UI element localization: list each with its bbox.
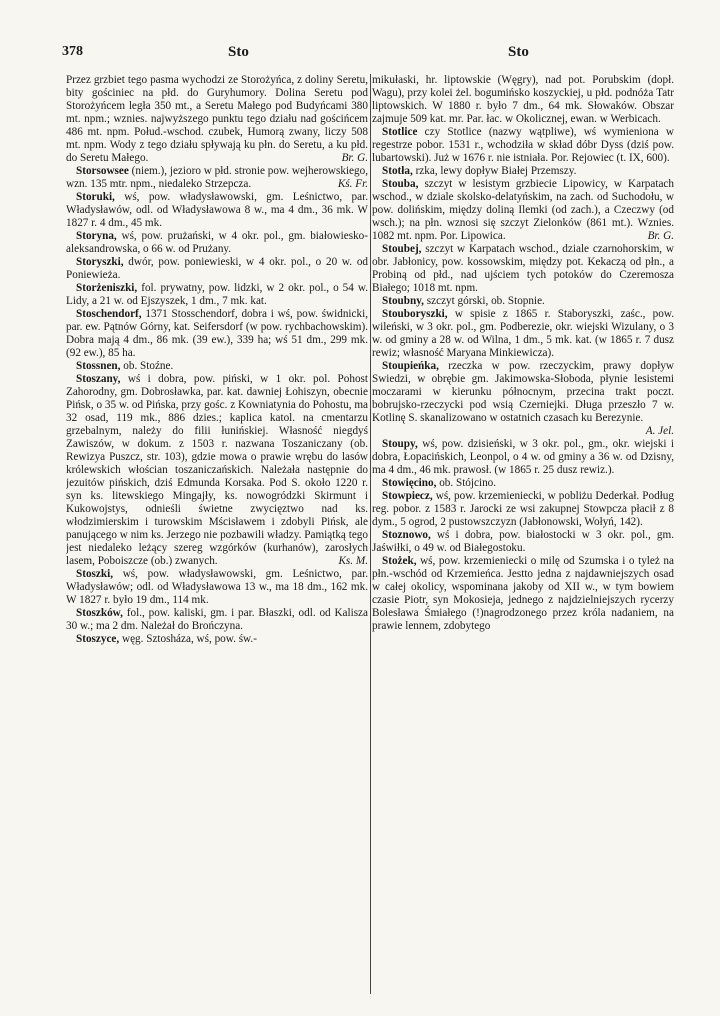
entry-headword: Stoupy, xyxy=(382,438,418,450)
entry-body: mikułaski, hr. liptowskie (Węgry), nad pot. Porubskim (dopł. Wagu), przy kolei żel. bogumińsko koszyckiej, u płd. podnóża Tatr liptowskich. W 1880 r. było 7 dm., 64 mk. Słowaków. Obszar zajmuje 509 kat. mr. Par. łac. w Okolicznej, ewan. w Werbicach. xyxy=(372,74,674,125)
entry-headword: Stotła, xyxy=(382,165,413,177)
entry-body: szczyt w Karpatach wschod., dziale czarnohorskim, w obr. Jabłonicy, pow. kossowskim, między pot. Kekaczą od płn., a Probiną od płd., nad ujściem tych potoków do Czeremosza Białego; 1018 mt. npm. xyxy=(372,243,674,294)
entry-headword: Storuki, xyxy=(76,191,115,203)
dictionary-entry xyxy=(372,555,674,633)
dictionary-entry xyxy=(66,165,368,191)
dictionary-entry xyxy=(372,178,674,243)
entry-body: fol., pow. kaliski, gm. i par. Błaszki, odl. od Kalisza 30 w.; ma 2 dm. Należał do Brończyna. xyxy=(66,607,368,632)
page-number: 378 xyxy=(62,44,83,59)
entry-signature: A. Jel. xyxy=(645,425,674,437)
dictionary-entry xyxy=(372,74,674,126)
entry-body: Przez grzbiet tego pasma wychodzi ze Storożyńca, z doliny Seretu, bity gościniec na płd. do Guryhumory. Dolina Seretu pod Storożyńcem legła 350 mt., a Seretu Małego pod Budyńcami 380 mt. npm.; wznies. najwyższego punktu tego działu nad gościńcem 486 mt. npm. Połud.-wschod. czubek, Humorą zwany, liczy 508 mt. npm. Wody z tego działu spływają ku płn. do Seretu, a ku płd. do Seretu Małego. xyxy=(66,74,368,164)
entry-headword: Stowpiecz, xyxy=(382,490,433,502)
dictionary-entry xyxy=(66,256,368,282)
dictionary-entry xyxy=(372,243,674,295)
entry-body: szczyt w lesistym grzbiecie Lipowicy, w Karpatach wschod., w dziale skolsko-delatyńskim, na zach. od Suchodołu, w pow. dolińskim, między doliną Ilemki (od zach.), a Czeczwy (od wsch.); na płn. wznosi się szczyt Zielonków (861 mt.). Wznies. 1082 mt. npm. Por. Lipowica. xyxy=(372,178,674,242)
entry-body: wś, pow. władysławowski, gm. Leśnictwo, par. Władysławów; odl. od Władysławowa 13 w., ma 18 dm., 162 mk. W 1827 r. było 19 dm., 114 mk. xyxy=(66,568,368,606)
dictionary-entry xyxy=(372,165,674,178)
entry-headword: Stoszany, xyxy=(76,373,121,385)
dictionary-entry xyxy=(66,74,368,165)
entry-body: ob. Stójcino. xyxy=(439,477,497,489)
entry-body: czy Stotlice (nazwy wątpliwe), wś wymieniona w regestrze pobor. 1531 r., wchodziła w skład dóbr Dyss (dziś pow. lubartowski). Już w 1676 r. nie istniała. Por. Rejowiec (t. IX, 600). xyxy=(372,126,674,164)
right-running-head: Sto xyxy=(508,44,529,60)
column-divider xyxy=(370,74,371,994)
entry-body: fol. prywatny, pow. lidzki, w 2 okr. pol., o 54 w. Lidy, a 21 w. od Ejszyszek, 1 dm., 7 mk. kat. xyxy=(66,282,368,307)
entry-body: wś, pow. krzemieniecki o milę od Szumska i o tyleż na płn.-wschód od Krzemieńca. Jestto jedna z najdawniejszych osad w całej okolicy, wspominana jakoby od XII w., w tym bowiem czasie Piotr, syn Mokosieja, jednego z najdzielniejszych rycerzy Bolesława Śmiałego (!)nagrodzonego przez króla nadaniem, na prawie lennem, zdobytego xyxy=(372,555,674,632)
dictionary-entry xyxy=(66,282,368,308)
entry-headword: Stossnen, xyxy=(76,360,121,372)
dictionary-entry xyxy=(372,360,674,438)
entry-headword: Stoubny, xyxy=(382,295,424,307)
entry-body: wś i dobra, pow. piński, w 1 okr. pol. Pohost Zahorodny, gm. Dobrosławka, par. kat. dawniej Łohiszyn, obecnie Pińsk, o 35 w. od Pińska, przy gośc. z Kowniatynia do Pohostu, ma 32 osad, 119 mk., 886 dzies.; kaplica katol. na cmentarzu grzebalnym, należy do filii łunińskiej. Własność niegdyś Zawiszów, w dokum. z 1503 r. nazwana Toszaniczany (ob. Rewizya Puszcz, str. 103), gdzie mowa o prawie wrębu do lasów królewskich włościan toszaniczańskich. Należała następnie do jezuitów pińskich, dziś Edmunda Korsaka. Pod S. około 1220 r. syn ks. litewskiego Mingajły, ks. nowogródzki Skirmunt i Kukowojstys, odnieśli świetne zwycięztwo nad ks. włodzimierskim i turowskim Mścisławem i zdobyli Pińsk, ale panującego w nim ks. Jerzego nie pozbawili władzy. Pamiątką tego jest niedaleko leżący szereg wzgórków (kurhanów), zarosłych lasem, Poboiszcze (ob.) zwanych. xyxy=(66,373,368,567)
entry-signature: Br. G. xyxy=(647,230,674,242)
entry-headword: Storyszki, xyxy=(76,256,124,268)
entry-body: rzeczka w pow. rzeczyckim, prawy dopływ Swiedzi, w obrębie gm. Jakimowska-Słoboda, płynie lesistemi moczarami w kierunku północnym, przecina trakt poczt. bobrujsko-rzeczycki pod wsią Czerniejki. Długa przeszło 7 w. Kotlinę S. skanalizowano w ostatnich czasach ku Berezynie. xyxy=(372,360,674,424)
entry-headword: Stouboryszki, xyxy=(382,308,448,320)
entry-body: ob. Stoźne. xyxy=(123,360,174,372)
dictionary-entry xyxy=(66,607,368,633)
dictionary-entry xyxy=(66,360,368,373)
dictionary-entry xyxy=(372,295,674,308)
entry-headword: Stoznowo, xyxy=(382,529,431,541)
entry-headword: Stoupieńka, xyxy=(382,360,439,372)
text-columns xyxy=(66,74,674,1004)
entry-body: wś, pow. dzisieński, w 3 okr. pol., gm., okr. wiejski i dobra, Łopacińskich, Leonpol, o 4 w. od gminy a 36 w. od Dzisny, ma 4 dm., 46 mk. prawosł. (w 1865 r. 25 dusz rewiz.). xyxy=(372,438,674,476)
entry-headword: Storżeniszki, xyxy=(76,282,138,294)
dictionary-entry xyxy=(66,633,368,646)
entry-headword: Stotlice xyxy=(382,126,418,138)
dictionary-entry xyxy=(66,191,368,230)
dictionary-entry xyxy=(66,568,368,607)
dictionary-entry xyxy=(372,308,674,360)
entry-body: (niem.), jezioro w płd. stronie pow. wejherowskiego, wzn. 135 mtr. npm., niedaleko Strzepcza. xyxy=(66,165,368,190)
left-running-head: Sto xyxy=(228,44,249,60)
entry-signature: Kś. Fr. xyxy=(337,178,368,190)
page-header xyxy=(62,44,680,64)
entry-headword: Stoszków, xyxy=(76,607,123,619)
entry-headword: Storsowsee xyxy=(76,165,129,177)
entry-signature: Ks. M. xyxy=(338,555,368,567)
entry-headword: Stoszki, xyxy=(76,568,113,580)
entry-headword: Stoubej, xyxy=(382,243,422,255)
entry-body: wś i dobra, pow. białostocki w 3 okr. pol., gm. Jaświłki, o 49 w. od Białegostoku. xyxy=(372,529,674,554)
dictionary-entry xyxy=(66,230,368,256)
entry-body: wś, pow. prużański, w 4 okr. pol., gm. białowiesko-aleksandrowska, o 66 w. od Prużany. xyxy=(66,230,368,255)
dictionary-entry xyxy=(372,529,674,555)
right-column xyxy=(372,74,674,1004)
entry-signature: Br. G. xyxy=(341,152,368,164)
dictionary-entry xyxy=(372,126,674,165)
entry-headword: Stoschendorf, xyxy=(76,308,142,320)
dictionary-entry xyxy=(372,438,674,477)
entry-headword: Stożek, xyxy=(382,555,417,567)
entry-body: szczyt górski, ob. Stopnie. xyxy=(426,295,545,307)
entry-headword: Storyna, xyxy=(76,230,117,242)
left-column xyxy=(66,74,368,1004)
entry-headword: Stouba, xyxy=(382,178,419,190)
entry-body: 1371 Stosschendorf, dobra i wś, pow. świdnicki, par. ew. Pątnów Górny, kat. Seifersdorf (w pow. rychbachowskim). Dobra mają 4 dm., 86 mk. (39 ew.), 339 ha; wś 51 dm., 299 mk. (92 ew.), 85 ha. xyxy=(66,308,368,359)
entry-body: wś, pow. władysławowski, gm. Leśnictwo, par. Władysławów, odl. od Władysławowa 8 w., ma 4 dm., 36 mk. W 1827 r. 4 dm., 45 mk. xyxy=(66,191,368,229)
entry-body: w spisie z 1865 r. Staboryszki, zaśc., pow. wileński, w 3 okr. pol., gm. Podberezie, okr. wiejski Wizulany, o 3 w. od gminy a 28 w. od Wilna, 1 dm., 5 mk. kat. (w 1865 r. 7 dusz rewiz; własność Maryana Minkiewicza). xyxy=(372,308,674,359)
entry-body: wś, pow. krzemieniecki, w pobliżu Dederkał. Podług reg. pobor. z 1583 r. Jarocki ze wsi zakupnej Stowpcza płacił z 8 dym., 5 ogrod, 2 pustowszczyzn (Jabłonowski, Wołyń, 142). xyxy=(372,490,674,528)
dictionary-entry xyxy=(372,490,674,529)
dictionary-entry xyxy=(372,477,674,490)
dictionary-entry xyxy=(66,308,368,360)
entry-body: węg. Sztosháza, wś, pow. św.- xyxy=(121,633,257,645)
entry-body: dwór, pow. poniewieski, w 4 okr. pol., o 20 w. od Poniewieża. xyxy=(66,256,368,281)
entry-headword: Stowięcino, xyxy=(382,477,437,489)
dictionary-entry xyxy=(66,373,368,568)
entry-body: rzka, lewy dopływ Białej Przemszy. xyxy=(415,165,577,177)
entry-headword: Stoszyce, xyxy=(76,633,120,645)
